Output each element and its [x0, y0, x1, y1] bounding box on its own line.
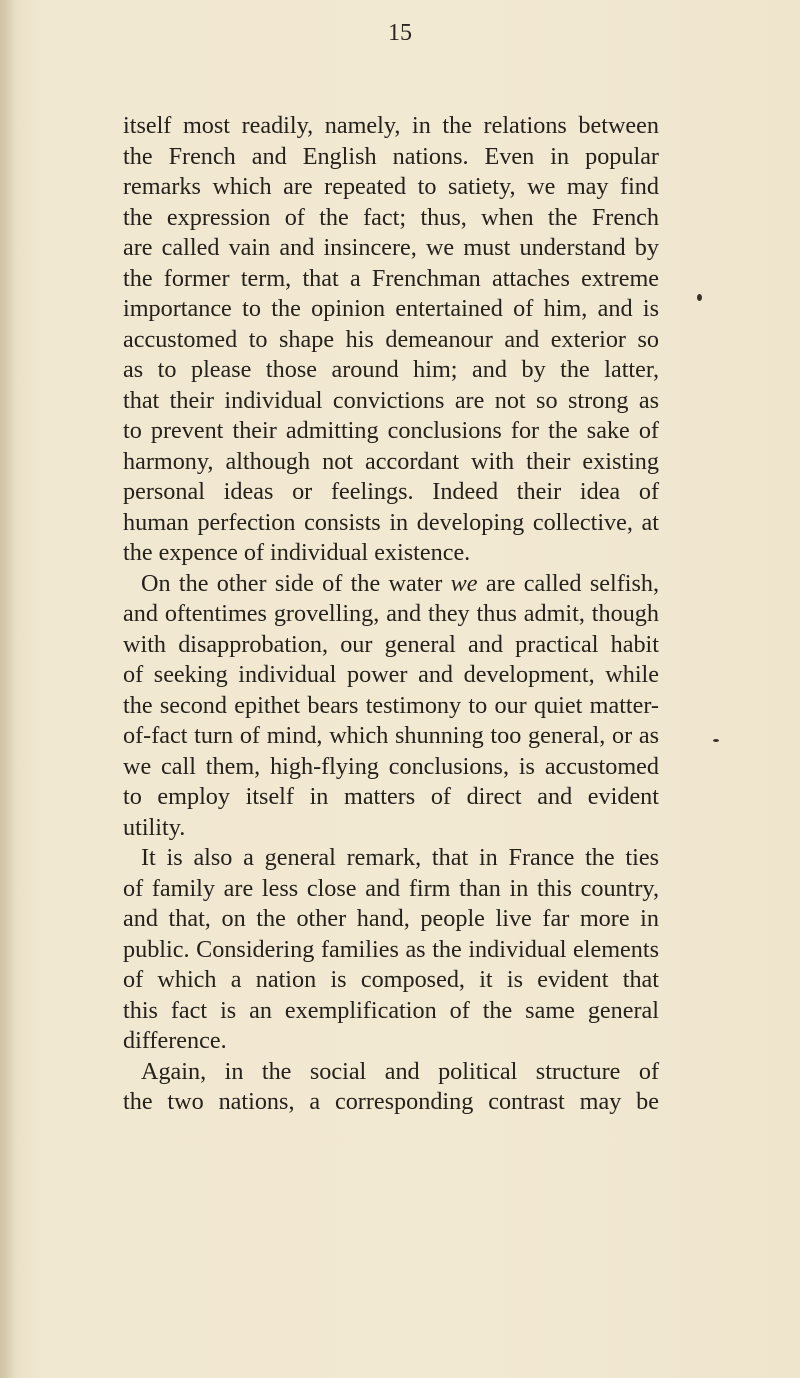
text-line: and oftentimes grovelling, and they thus admit, though [123, 600, 659, 627]
page-number: 15 [388, 20, 412, 46]
text-line: human perfection consists in developing collective, at [123, 508, 659, 536]
text-run: are called selfish, [485, 569, 660, 597]
text-line: the expence of individual existence. [123, 539, 471, 566]
text-line: the French and English nations. Even in popular [123, 142, 659, 170]
text-line: utility. [123, 813, 186, 841]
text-line: and that, on the other hand, people live far more in [123, 905, 659, 932]
text-line: to employ itself in matters of direct and evident [123, 783, 659, 810]
text-line: importance to the opinion entertained of him, and is [123, 295, 659, 322]
text-line-with-italic [123, 569, 659, 600]
text-line: itself most readily, namely, in the relations between [123, 112, 659, 139]
text-line: remarks which are repeated to satiety, we may find [123, 173, 659, 200]
ink-speck [697, 294, 702, 301]
body-text [123, 111, 659, 1118]
text-line: the second epithet bears testimony to our quiet matter- [123, 691, 659, 719]
text-run: On the other side of the water [141, 569, 443, 597]
text-line: as to please those around him; and by the latter, [123, 356, 659, 383]
text-line: are called vain and insincere, we must understand by [123, 234, 659, 261]
text-line: public. Considering families as the individual elements [123, 935, 659, 963]
text-line: that their individual convictions are not so strong as [123, 386, 659, 414]
text-line: with disapprobation, our general and practical habit [123, 630, 659, 658]
text-line: Again, in the social and political structure of [141, 1057, 659, 1085]
text-line: to prevent their admitting conclusions for the sake of [123, 417, 659, 444]
text-line: personal ideas or feelings. Indeed their idea of [123, 478, 659, 505]
page-spine-shadow [0, 0, 14, 1378]
text-line: harmony, although not accordant with their existing [123, 447, 659, 475]
text-line: the expression of the fact; thus, when the French [123, 203, 659, 231]
text-line: the former term, that a Frenchman attaches extreme [123, 264, 659, 292]
text-line: of-fact turn of mind, which shunning too general, or as [123, 722, 659, 749]
text-line: this fact is an exemplification of the same general [123, 996, 659, 1024]
italic-emphasis: we [450, 569, 478, 597]
text-line: difference. [123, 1027, 227, 1054]
text-line: of which a nation is composed, it is evident that [123, 966, 659, 993]
text-line: accustomed to shape his demeanour and exterior so [123, 325, 659, 353]
text-line: of family are less close and firm than in this country, [123, 874, 659, 902]
text-line: It is also a general remark, that in France the ties [141, 844, 659, 871]
text-line: we call them, high-flying conclusions, is accustomed [123, 752, 659, 780]
text-line: the two nations, a corresponding contrast may be [123, 1088, 659, 1115]
ink-speck [713, 739, 719, 742]
text-line: of seeking individual power and development, while [123, 661, 659, 688]
